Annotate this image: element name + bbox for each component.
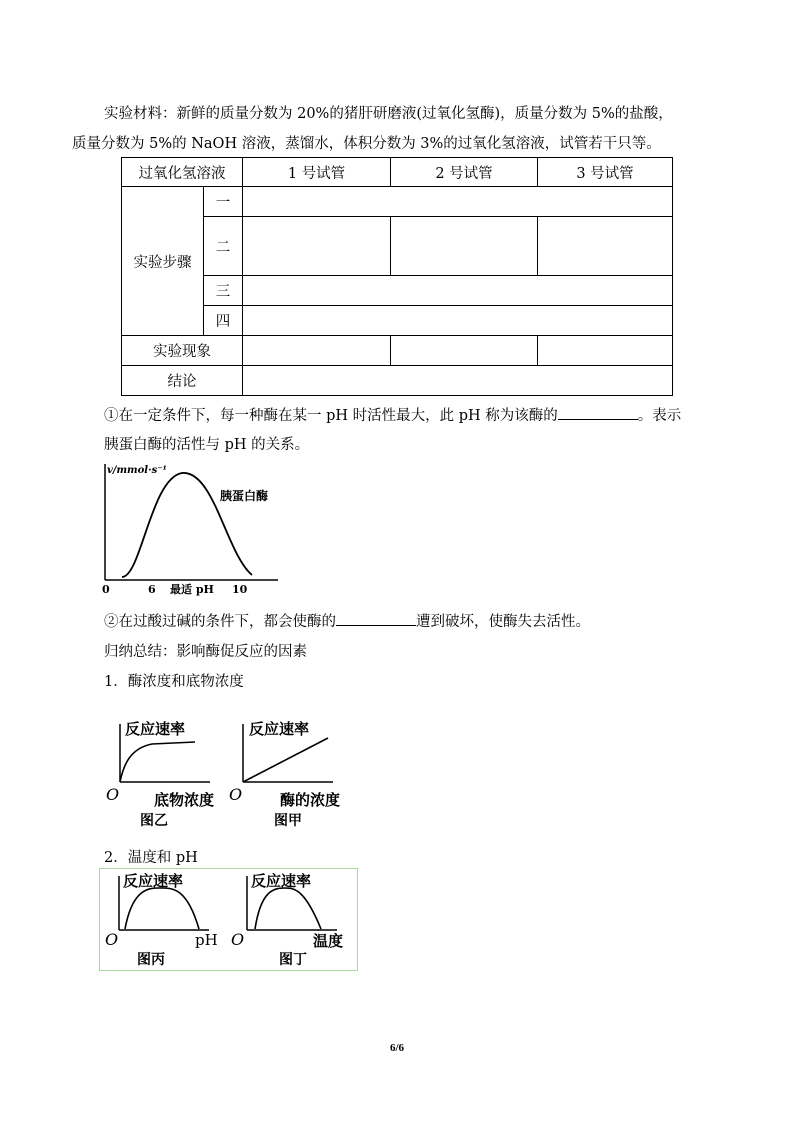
intro-line-2: 质量分数为 5%的 NaOH 溶液，蒸馏水，体积分数为 3%的过氧化氢溶液，试管若干只等。 (72, 136, 661, 152)
conclusion-label: 结论 (122, 366, 243, 396)
section-1-heading: 1．酶浓度和底物浓度 (104, 674, 244, 690)
origin-label: O (105, 930, 119, 949)
ph-curve (125, 888, 199, 929)
x-axis-label: 温度 (313, 932, 344, 950)
figure-jia (228, 712, 368, 832)
question-1-text: ①在一定条件下，每一种酶在某一 pH 时活性最大，此 pH 称为该酶的 (104, 408, 558, 424)
figure-caption: 图甲 (274, 813, 302, 829)
step-label: 实验步骤 (122, 187, 204, 336)
step-2: 二 (204, 217, 243, 276)
intro-line-1: 实验材料：新鲜的质量分数为 20%的猪肝研磨液(过氧化氢酶)，质量分数为 5%的盐酸， (104, 106, 673, 122)
y-axis-label: 反应速率 (249, 720, 310, 738)
origin-label: O (106, 785, 120, 804)
figure-yi (100, 712, 230, 832)
step-2-tube-3 (538, 217, 673, 276)
tick-0: 0 (102, 583, 110, 596)
y-axis-label: 反应速率 (123, 872, 184, 890)
section-2-heading: 2．温度和 pH (104, 850, 198, 866)
step-1: 一 (204, 187, 243, 217)
figure-bing-ding-box (99, 868, 358, 971)
summary-heading: 归纳总结：影响酶促反应的因素 (104, 644, 307, 660)
step-2-tube-1 (243, 217, 391, 276)
x-axis-label: 酶的浓度 (280, 791, 341, 809)
header-tube-2: 2 号试管 (391, 158, 538, 187)
curve-label: 胰蛋白酶 (220, 489, 269, 503)
tick-6: 6 (148, 583, 156, 596)
temperature-curve (255, 888, 321, 929)
y-axis-label: 反应速率 (125, 720, 186, 738)
step-4-cell (243, 306, 673, 336)
origin-label: O (231, 930, 245, 949)
conclusion-cell (243, 366, 673, 396)
page-number: 6/6 (389, 1042, 405, 1054)
tick-optimal-ph: 最适 pH (170, 583, 214, 596)
phenomenon-tube-1 (243, 336, 391, 366)
phenomenon-tube-3 (538, 336, 673, 366)
header-tube-3: 3 号试管 (538, 158, 673, 187)
answer-blank-1[interactable] (558, 405, 638, 420)
experiment-table (121, 157, 673, 396)
x-axis-label: pH (195, 931, 218, 949)
figure-caption: 图丁 (279, 952, 307, 968)
trypsin-ph-figure (96, 458, 286, 598)
figure-caption: 图乙 (140, 813, 168, 829)
question-2-text: ②在过酸过碱的条件下，都会使酶的 (104, 614, 336, 630)
answer-blank-2[interactable] (336, 611, 416, 626)
question-1-line-2: 胰蛋白酶的活性与 pH 的关系。 (104, 437, 310, 453)
question-1 (104, 405, 681, 427)
y-axis-label: 反应速率 (251, 872, 312, 890)
question-2-tail: 遭到破坏，使酶失去活性。 (416, 614, 590, 630)
header-tube-1: 1 号试管 (243, 158, 391, 187)
figure-caption: 图丙 (137, 952, 165, 968)
origin-label: O (229, 785, 243, 804)
saturation-curve (120, 742, 195, 782)
x-axis-label: 底物浓度 (154, 791, 215, 809)
header-h2o2: 过氧化氢溶液 (122, 158, 243, 187)
question-2 (104, 611, 590, 633)
figure-bing (105, 872, 218, 968)
phenomenon-tube-2 (391, 336, 538, 366)
question-1-tail: 。表示 (637, 408, 682, 424)
step-3: 三 (204, 276, 243, 306)
step-3-cell (243, 276, 673, 306)
y-axis-label: v/mmol·s⁻¹ (107, 465, 167, 476)
step-2-tube-2 (391, 217, 538, 276)
figure-ding (231, 872, 343, 968)
step-1-cell (243, 187, 673, 217)
tick-10: 10 (232, 583, 248, 596)
phenomenon-label: 实验现象 (122, 336, 243, 366)
step-4: 四 (204, 306, 243, 336)
linear-line (243, 738, 328, 782)
